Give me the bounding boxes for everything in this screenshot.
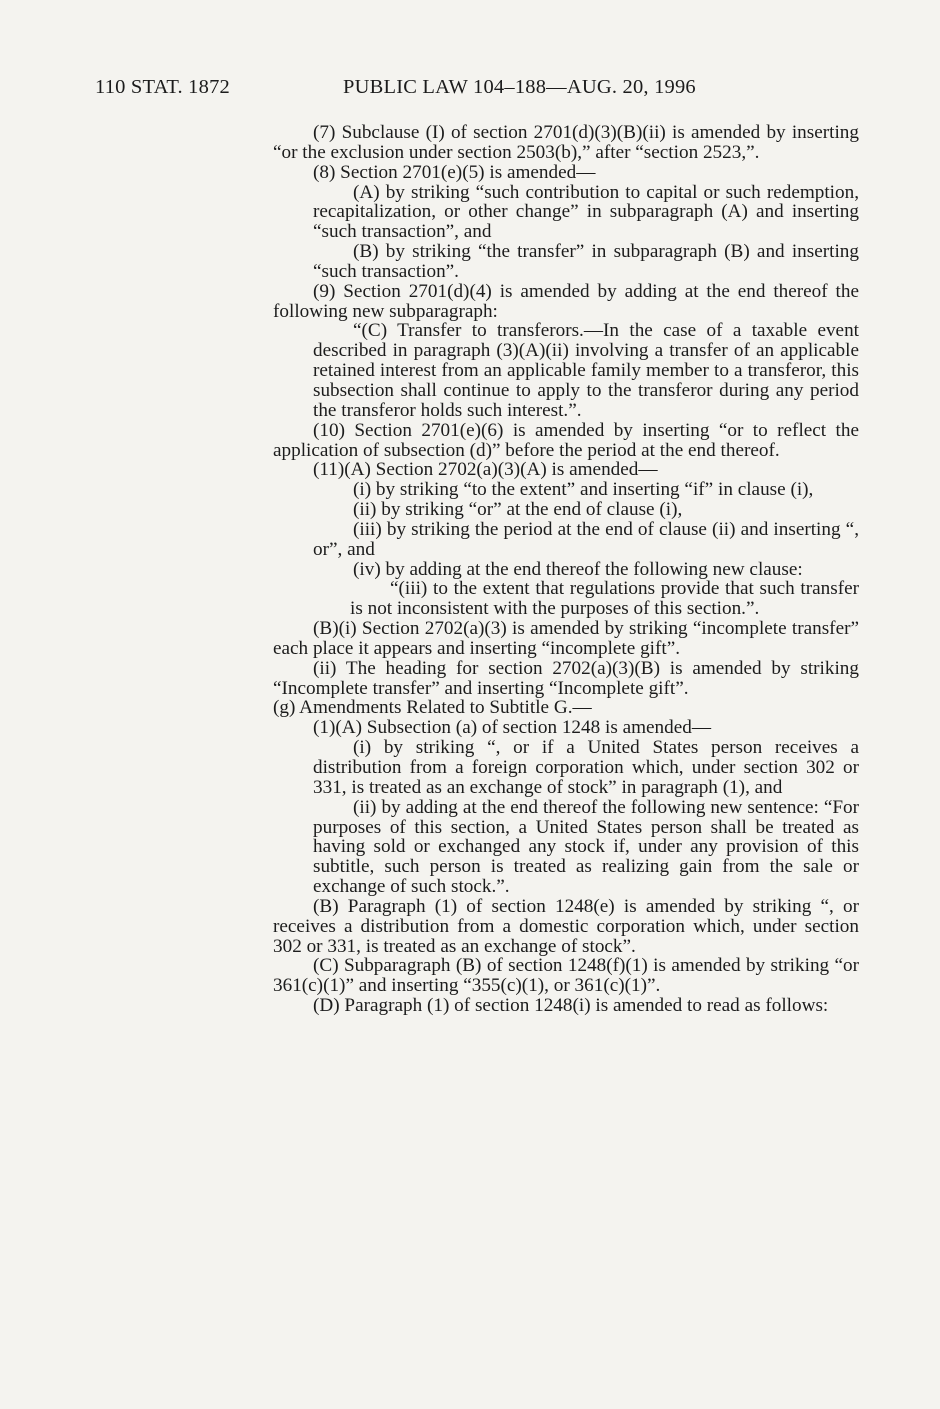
paragraph-11-a-i: (i) by striking “to the extent” and inserting “if” in clause (i), [353, 479, 814, 501]
paragraph-g-1-a: (1)(A) Subsection (a) of section 1248 is amended— [313, 717, 712, 739]
paragraph-11-a: (11)(A) Section 2702(a)(3)(A) is amended— [313, 459, 658, 481]
document-body [273, 123, 859, 1016]
subsection-g-heading: (g) Amendments Related to Subtitle G.— [273, 697, 592, 719]
paragraph-11-b-i: (B)(i) Section 2702(a)(3) is amended by striking “incomplete transfer” each place it appears and inserting “incomplete gift”. [273, 618, 859, 659]
paragraph-8-a: (A) by striking “such contribution to capital or such redemption, recapitalization, or other change” in subparagraph (A) and inserting “such transaction”, and [313, 181, 859, 243]
paragraph-g-1-c: (C) Subparagraph (B) of section 1248(f)(1) is amended by striking “or 361(c)(1)” and inserting “355(c)(1), or 361(c)(1)”. [273, 955, 859, 997]
paragraph-8-b: (B) by striking “the transfer” in subparagraph (B) and inserting “such transaction”. [313, 241, 859, 282]
paragraph-11-a-iv: (iv) by adding at the end thereof the following new clause: [353, 558, 803, 580]
paragraph-g-1-a-i: (i) by striking “, or if a United States person receives a distribution from a foreign corporation which, under section 302 or 331, is treated as an exchange of stock” in paragraph (1), and [313, 737, 859, 798]
paragraph-g-1-d: (D) Paragraph (1) of section 1248(i) is amended to read as follows: [313, 995, 829, 1017]
paragraph-8: (8) Section 2701(e)(5) is amended— [313, 161, 596, 183]
paragraph-7: (7) Subclause (I) of section 2701(d)(3)(B)(ii) is amended by inserting “or the exclusion under section 2503(b),” after “section 2523,”. [273, 122, 859, 163]
paragraph-9-c: “(C) Transfer to transferors.—In the case of a taxable event described in paragraph (3)(A)(ii) involving a transfer of an applicable retained interest from an applicable family member to a transferor, this subsection shall continue to apply to the transferor during any period the transferor holds such interest.”. [313, 320, 859, 421]
paragraph-g-1-b: (B) Paragraph (1) of section 1248(e) is amended by striking “, or receives a distribution from a domestic corporation which, under section 302 or 331, is treated as an exchange of stock”. [273, 895, 859, 957]
paragraph-11-b-ii: (ii) The heading for section 2702(a)(3)(B) is amended by striking “Incomplete transfer” and inserting “Incomplete gift”. [273, 657, 859, 699]
paragraph-g-1-a-ii: (ii) by adding at the end thereof the following new sentence: “For purposes of this section, a United States person shall be treated as having sold or exchanged any stock if, under any provision of this subtitle, such person is treated as realizing gain from the sale or exchange of such stock.”. [313, 796, 859, 898]
paragraph-10: (10) Section 2701(e)(6) is amended by inserting “or to reflect the application of subsection (d)” before the period at the end thereof. [273, 419, 859, 461]
paragraph-11-a-ii: (ii) by striking “or” at the end of clause (i), [353, 499, 683, 521]
paragraph-9: (9) Section 2701(d)(4) is amended by adding at the end thereof the following new subparagraph: [273, 280, 859, 322]
running-title: PUBLIC LAW 104–188—AUG. 20, 1996 [343, 76, 696, 98]
paragraph-11-a-iv-quote: “(iii) to the extent that regulations provide that such transfer is not inconsistent with the purposes of this section.”. [350, 578, 859, 620]
paragraph-11-a-iii: (iii) by striking the period at the end of clause (ii) and inserting “, or”, and [313, 518, 859, 560]
page-number: 110 STAT. 1872 [95, 76, 230, 98]
